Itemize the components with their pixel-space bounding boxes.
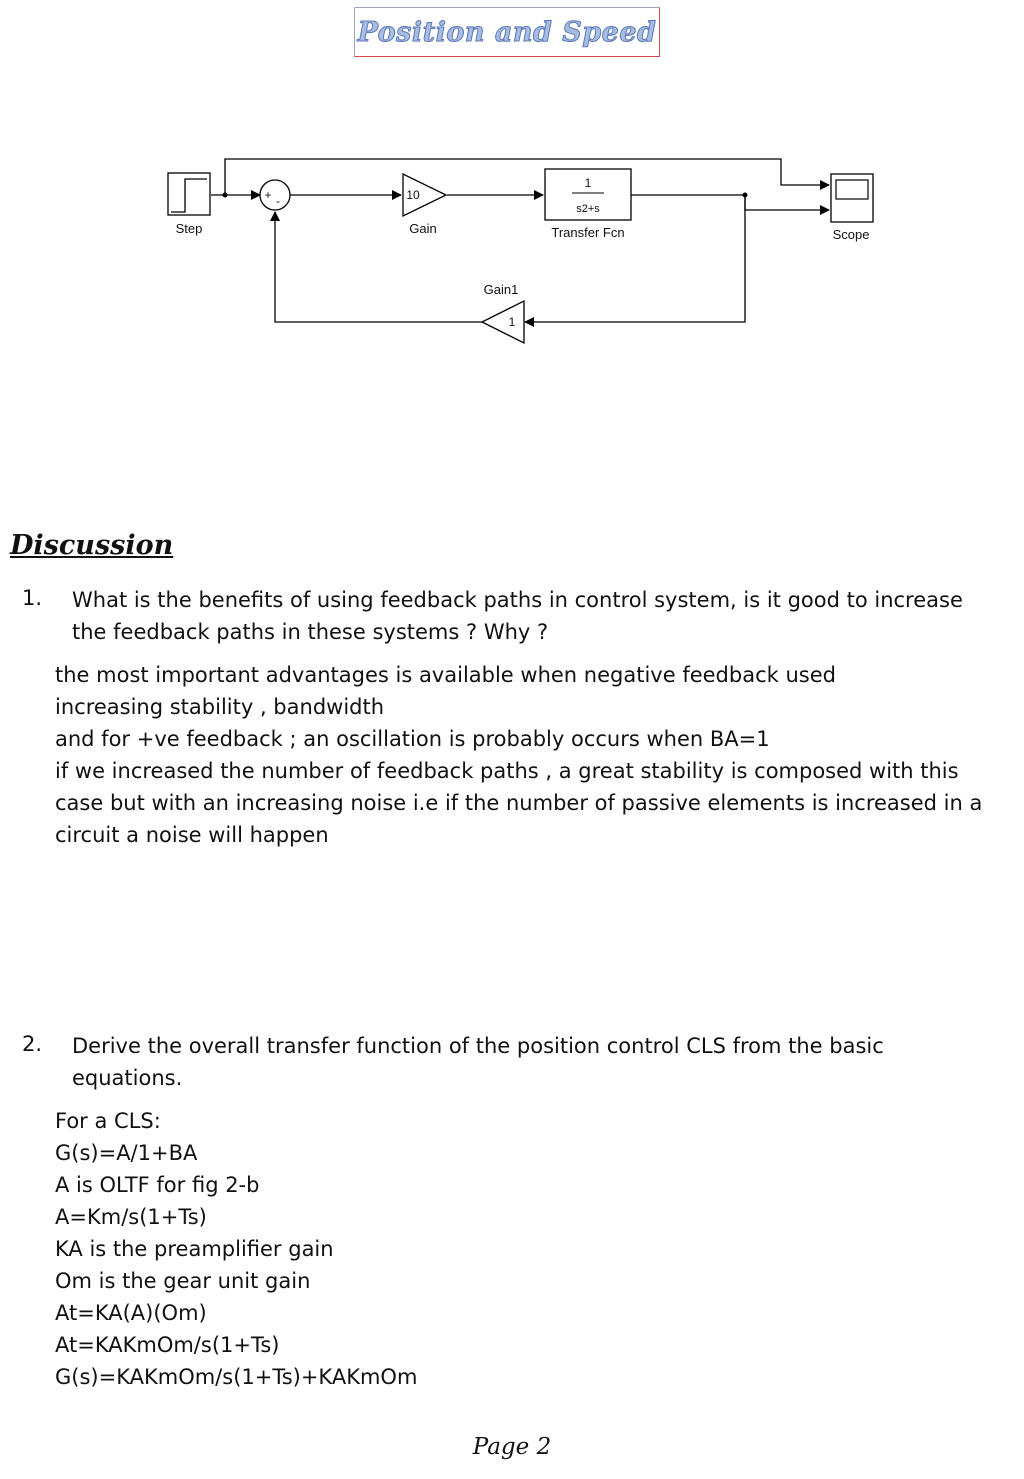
gain1-value: 1 (508, 315, 516, 329)
question-2-text (72, 1030, 1002, 1094)
answer-1-line: increasing stability , bandwidth (55, 695, 385, 719)
gain1-label: Gain1 (483, 282, 519, 297)
step-label: Step (175, 221, 203, 236)
answer-2-line: At=KA(A)(Om) (55, 1301, 207, 1325)
answer-2-line: A is OLTF for fig 2-b (55, 1173, 260, 1197)
answer-2-line: A=Km/s(1+Ts) (55, 1205, 207, 1229)
answer-1 (55, 659, 1010, 851)
discussion-heading: Discussion (10, 530, 174, 561)
question-1-text (72, 584, 1002, 648)
sum-block (260, 180, 290, 210)
gain-block (403, 174, 446, 236)
question-1-number: 1. (22, 586, 43, 610)
question-1-line: What is the benefits of using feedback paths in control system, is it good to increase (72, 588, 963, 612)
tf-numerator: 1 (584, 176, 592, 190)
block-diagram (0, 140, 1024, 360)
scope-block (831, 174, 873, 242)
gain1-block (482, 282, 524, 343)
step-block (168, 173, 210, 236)
title-box (354, 7, 660, 57)
tf-denominator: s2+s (576, 203, 600, 215)
transfer-fcn-label: Transfer Fcn (551, 225, 625, 240)
question-2-line: Derive the overall transfer function of the position control CLS from the basic (72, 1034, 884, 1058)
sum-plus-sign: + (264, 188, 272, 202)
answer-1-line: the most important advantages is available when negative feedback used (55, 663, 836, 687)
answer-1-line: if we increased the number of feedback paths , a great stability is composed with this (55, 759, 959, 783)
gain-label: Gain (409, 221, 437, 236)
answer-2-line: G(s)=KAKmOm/s(1+Ts)+KAKmOm (55, 1365, 418, 1389)
answer-2 (55, 1105, 1010, 1393)
answer-1-line: circuit a noise will happen (55, 823, 329, 847)
transfer-fcn-block (545, 169, 631, 240)
page-title: Position and Speed (357, 16, 657, 48)
question-2-number: 2. (22, 1032, 43, 1056)
question-2-line: equations. (72, 1066, 183, 1090)
question-1-line: the feedback paths in these systems ? Why ? (72, 620, 549, 644)
answer-2-line: KA is the preamplifier gain (55, 1237, 334, 1261)
answer-1-line: case but with an increasing noise i.e if the number of passive elements is increased in a (55, 791, 983, 815)
sum-minus-sign: - (276, 194, 280, 208)
answer-2-line: For a CLS: (55, 1109, 161, 1133)
page-number: Page 2 (472, 1434, 552, 1460)
scope-label: Scope (832, 227, 870, 242)
answer-2-line: At=KAKmOm/s(1+Ts) (55, 1333, 280, 1357)
gain-value: 10 (406, 188, 420, 202)
answer-1-line: and for +ve feedback ; an oscillation is probably occurs when BA=1 (55, 727, 770, 751)
answer-2-line: G(s)=A/1+BA (55, 1141, 198, 1165)
answer-2-line: Om is the gear unit gain (55, 1269, 311, 1293)
